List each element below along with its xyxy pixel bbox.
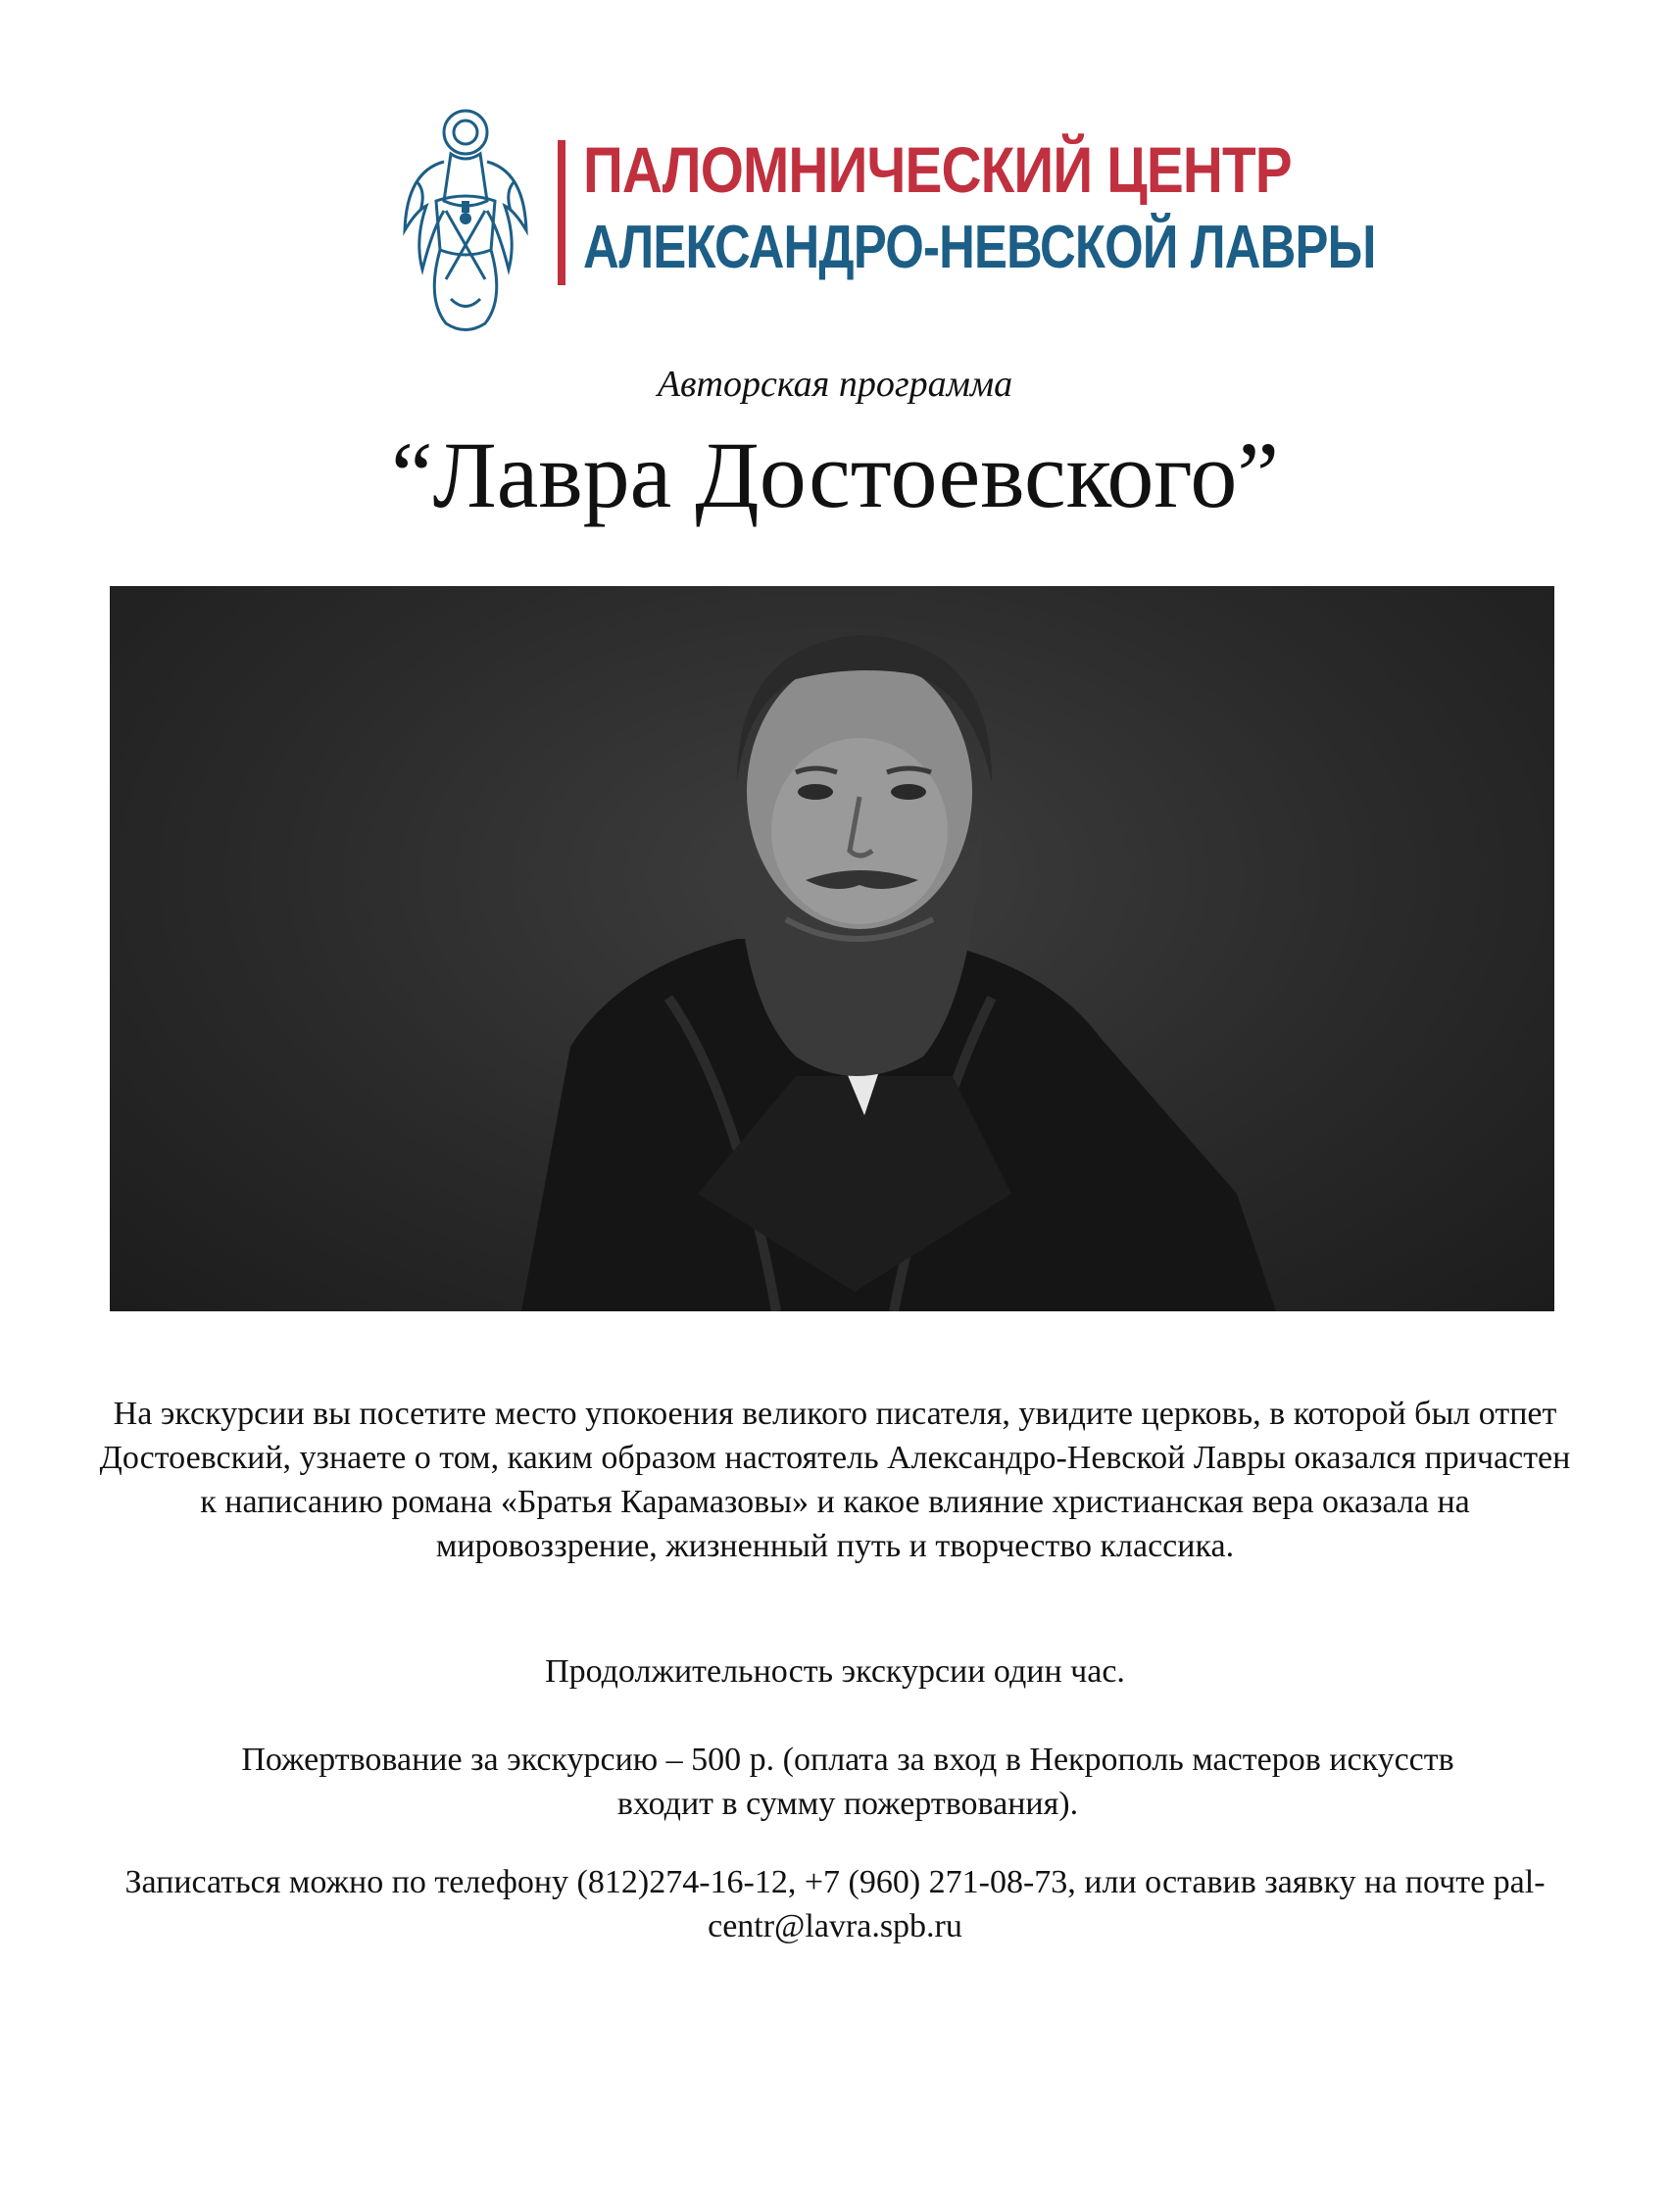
program-subtitle: Авторская программа: [657, 364, 1013, 405]
logo-title-line-1: ПАЛОМНИЧЕСКИЙ ЦЕНТР: [583, 133, 1292, 206]
angel-emblem-icon: [397, 103, 534, 338]
excursion-description: На экскурсии вы посетите место упокоения великого писателя, увидите церковь, в которой был отпет Достоевский, узнаете о том, каким образом настоятель Александро-Невской Лавры оказался причастен к написанию романа «Братья Карамазовы» и какое влияние христианская вера оказала на мировоззрение, жизненный путь и творчество классика.: [99, 1396, 1571, 1564]
contact-info: Записаться можно по телефону (812)274-16-12, +7 (960) 271-08-73, или оставив заявку на почте pal-centr@lavra.spb.ru: [124, 1864, 1546, 1944]
logo: [397, 103, 1376, 338]
portrait-photo: [110, 586, 1554, 1311]
excursion-donation: Пожертвование за экскурсию – 500 р. (оплата за вход в Некрополь мастеров искусств входит в сумму пожертвования).: [241, 1742, 1454, 1822]
excursion-duration: Продолжительность экскурсии один час.: [545, 1653, 1125, 1690]
logo-divider: [558, 140, 565, 285]
logo-title-line-2: АЛЕКСАНДРО-НЕВСКОЙ ЛАВРЫ: [583, 214, 1376, 281]
program-title: “Лавра Достоевского”: [391, 422, 1279, 527]
